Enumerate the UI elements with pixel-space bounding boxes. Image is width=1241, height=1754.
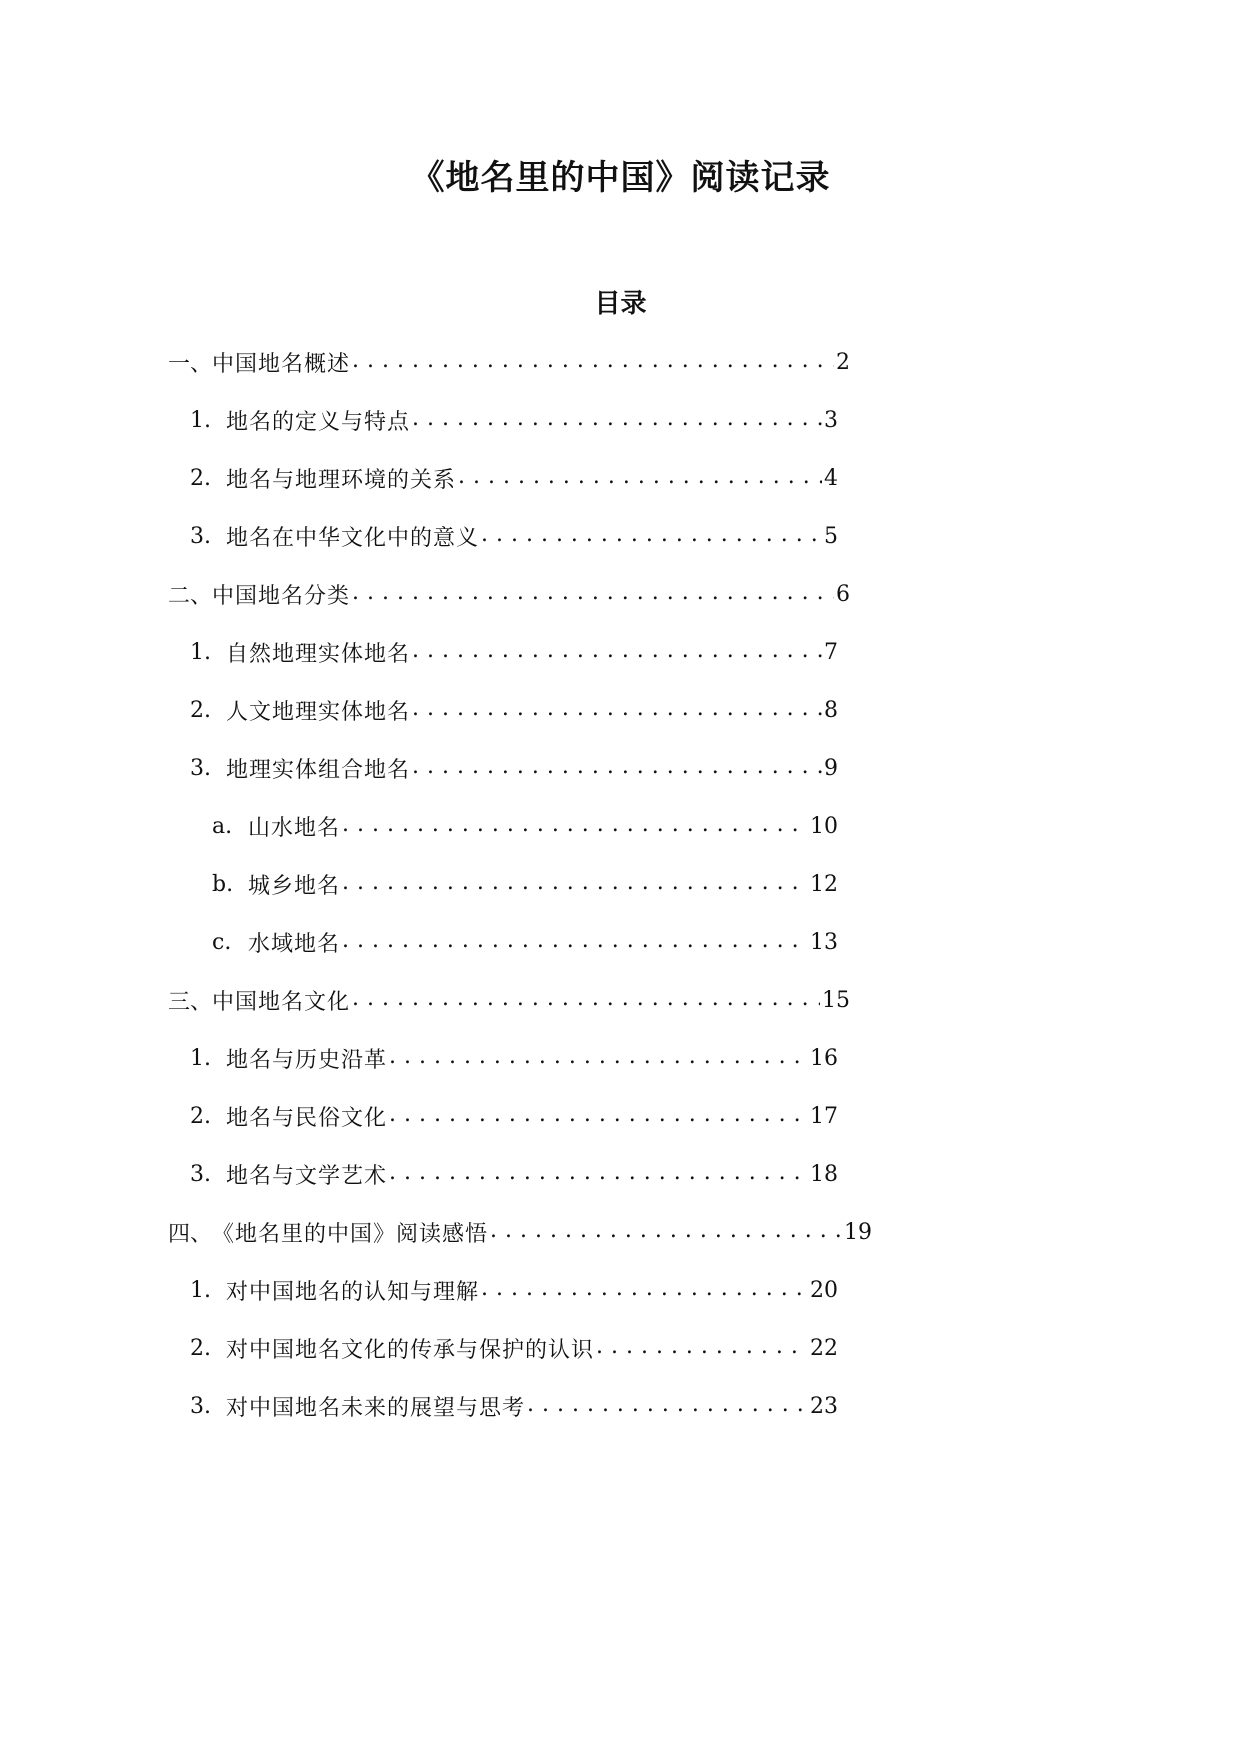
toc-entry-page-number: 13 xyxy=(810,929,838,955)
toc-entry-number: 1. xyxy=(190,1277,211,1303)
toc-dot-leader xyxy=(596,1337,808,1359)
toc-entry-level-2[interactable] xyxy=(190,750,838,786)
toc-entry-number: 2. xyxy=(190,1103,211,1129)
toc-entry-label: 地名与地理环境的关系 xyxy=(226,467,457,493)
toc-entry-label: 自然地理实体地名 xyxy=(226,641,411,667)
toc-entry-level-1[interactable] xyxy=(168,344,850,380)
toc-dot-leader xyxy=(352,989,820,1011)
toc-dot-leader xyxy=(527,1395,808,1417)
toc-entry-number: 二、 xyxy=(168,583,213,609)
toc-dot-leader xyxy=(342,873,808,895)
toc-entry-number: 3. xyxy=(190,755,211,781)
toc-entry-label: 水域地名 xyxy=(248,931,341,957)
toc-entry-label: 人文地理实体地名 xyxy=(226,699,411,725)
toc-entry-number: b. xyxy=(212,871,234,897)
toc-entry-label: 地名与历史沿革 xyxy=(226,1047,388,1073)
toc-dot-leader xyxy=(389,1163,808,1185)
toc-entry-page-number: 3 xyxy=(824,407,838,433)
toc-dot-leader xyxy=(342,931,808,953)
toc-entry-level-2[interactable] xyxy=(190,1040,838,1076)
toc-entry-level-2[interactable] xyxy=(190,402,838,438)
toc-entry-number: 三、 xyxy=(168,989,213,1015)
toc-entry-page-number: 8 xyxy=(824,697,838,723)
toc-entry-label: 中国地名分类 xyxy=(212,583,351,609)
toc-entry-level-3[interactable] xyxy=(212,808,838,844)
toc-dot-leader xyxy=(412,641,822,663)
toc-entry-number: 四、 xyxy=(168,1221,213,1247)
toc-entry-level-2[interactable] xyxy=(190,1330,838,1366)
toc-entry-page-number: 20 xyxy=(810,1277,838,1303)
toc-entry-number: 3. xyxy=(190,523,211,549)
toc-entry-page-number: 22 xyxy=(810,1335,838,1361)
toc-entry-number: a. xyxy=(212,813,233,839)
toc-entry-page-number: 15 xyxy=(822,987,850,1013)
toc-entry-level-1[interactable] xyxy=(168,576,850,612)
toc-entry-number: 一、 xyxy=(168,351,213,377)
toc-entry-level-1[interactable] xyxy=(168,982,850,1018)
toc-dot-leader xyxy=(481,525,822,547)
toc-entry-label: 城乡地名 xyxy=(248,873,341,899)
toc-entry-page-number: 18 xyxy=(810,1161,838,1187)
toc-entry-level-1[interactable] xyxy=(168,1214,872,1250)
toc-dot-leader xyxy=(342,815,808,837)
toc-entry-number: c. xyxy=(212,929,232,955)
toc-entry-label: 地名在中华文化中的意义 xyxy=(226,525,480,551)
toc-entry-label: 地名的定义与特点 xyxy=(226,409,411,435)
toc-entry-page-number: 9 xyxy=(824,755,838,781)
toc-entry-number: 2. xyxy=(190,697,211,723)
toc-dot-leader xyxy=(352,583,834,605)
toc-entry-level-2[interactable] xyxy=(190,1098,838,1134)
toc-entry-level-2[interactable] xyxy=(190,1388,838,1424)
toc-entry-number: 1. xyxy=(190,639,211,665)
toc-entry-level-2[interactable] xyxy=(190,1272,838,1308)
toc-entry-page-number: 4 xyxy=(824,465,838,491)
toc-entry-label: 对中国地名的认知与理解 xyxy=(226,1279,480,1305)
toc-entry-label: 《地名里的中国》阅读感悟 xyxy=(212,1221,489,1247)
toc-entry-label: 中国地名概述 xyxy=(212,351,351,377)
toc-entry-label: 地名与文学艺术 xyxy=(226,1163,388,1189)
toc-dot-leader xyxy=(412,699,822,721)
toc-entry-page-number: 16 xyxy=(810,1045,838,1071)
toc-entry-number: 2. xyxy=(190,465,211,491)
toc-entry-level-3[interactable] xyxy=(212,924,838,960)
toc-dot-leader xyxy=(389,1047,808,1069)
toc-entry-number: 2. xyxy=(190,1335,211,1361)
toc-entry-page-number: 17 xyxy=(810,1103,838,1129)
toc-entry-page-number: 6 xyxy=(836,581,850,607)
toc-entry-level-2[interactable] xyxy=(190,518,838,554)
toc-heading: 目录 xyxy=(594,289,647,319)
toc-dot-leader xyxy=(490,1221,842,1243)
toc-entry-page-number: 12 xyxy=(810,871,838,897)
toc-dot-leader xyxy=(389,1105,808,1127)
toc-entry-page-number: 19 xyxy=(844,1219,872,1245)
toc-dot-leader xyxy=(352,351,834,373)
toc-entry-label: 中国地名文化 xyxy=(212,989,351,1015)
toc-entry-label: 地名与民俗文化 xyxy=(226,1105,388,1131)
document-title: 《地名里的中国》阅读记录 xyxy=(410,158,831,198)
toc-entry-page-number: 2 xyxy=(836,349,850,375)
toc-entry-number: 3. xyxy=(190,1393,211,1419)
toc-entry-page-number: 7 xyxy=(824,639,838,665)
toc-entry-number: 1. xyxy=(190,407,211,433)
toc-entry-level-3[interactable] xyxy=(212,866,838,902)
toc-entry-level-2[interactable] xyxy=(190,634,838,670)
toc-entry-level-2[interactable] xyxy=(190,1156,838,1192)
toc-dot-leader xyxy=(412,757,822,779)
toc-entry-page-number: 5 xyxy=(824,523,838,549)
toc-entry-level-2[interactable] xyxy=(190,460,838,496)
toc-dot-leader xyxy=(412,409,822,431)
toc-entry-label: 对中国地名未来的展望与思考 xyxy=(226,1395,526,1421)
toc-entry-label: 山水地名 xyxy=(248,815,341,841)
toc-entry-number: 1. xyxy=(190,1045,211,1071)
toc-entry-label: 对中国地名文化的传承与保护的认识 xyxy=(226,1337,595,1363)
toc-entry-page-number: 23 xyxy=(810,1393,838,1419)
toc-entry-level-2[interactable] xyxy=(190,692,838,728)
toc-dot-leader xyxy=(481,1279,808,1301)
toc-entry-number: 3. xyxy=(190,1161,211,1187)
toc-entry-label: 地理实体组合地名 xyxy=(226,757,411,783)
toc-entry-page-number: 10 xyxy=(810,813,838,839)
toc-dot-leader xyxy=(458,467,822,489)
